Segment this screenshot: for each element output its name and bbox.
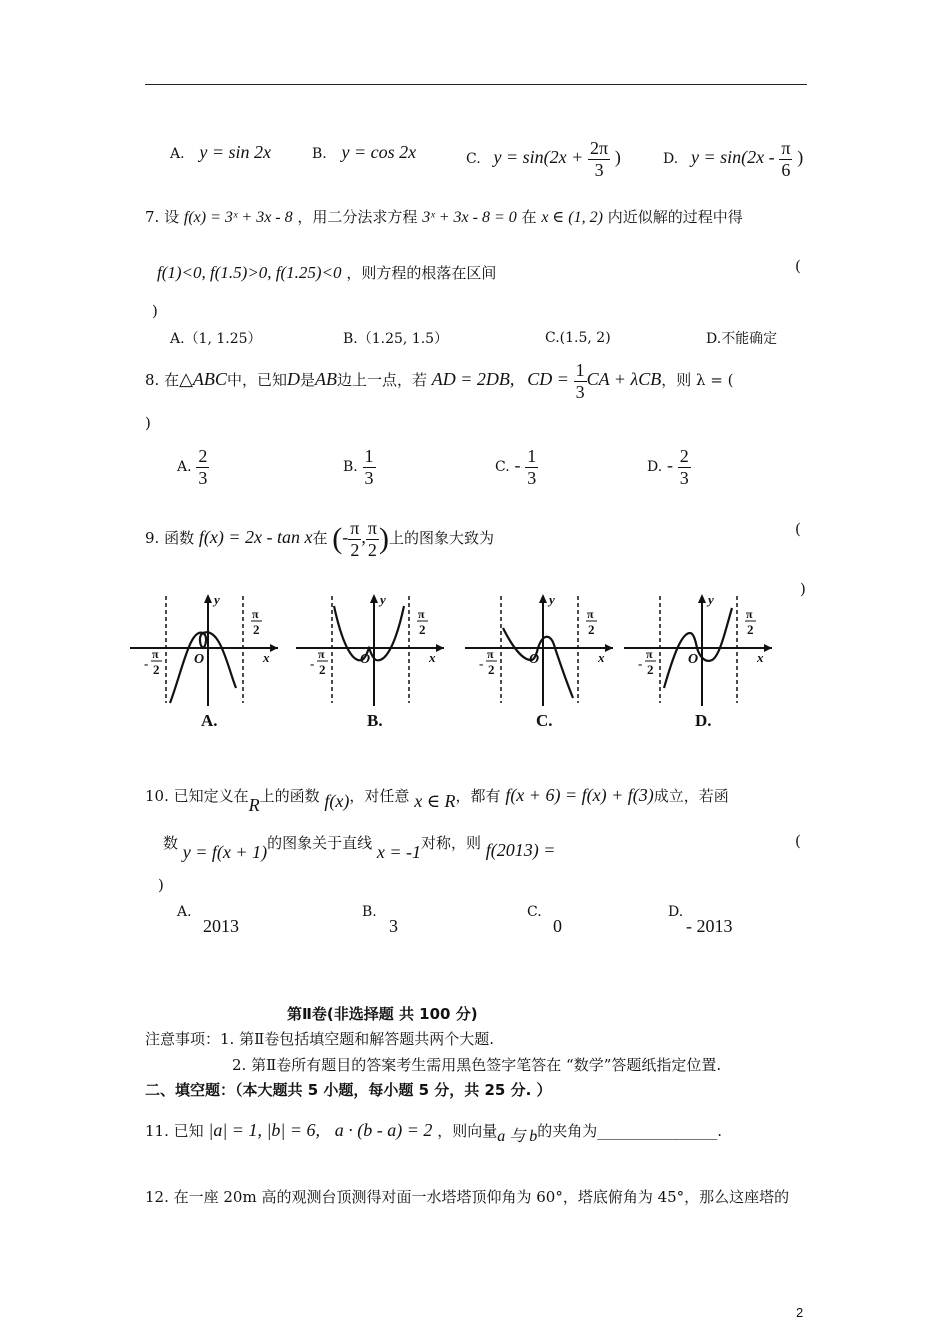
q10-option-b-value: 3 xyxy=(389,916,398,936)
answer-paren-close: ) xyxy=(800,580,806,598)
left-bound-num: π xyxy=(646,647,653,661)
page-number: 2 xyxy=(796,1305,804,1320)
q9-graph-d xyxy=(622,588,777,738)
q11-dot-product: a · (b - a) = 2 xyxy=(334,1120,433,1140)
part2-note-1: 注意事项：1. 第Ⅱ卷包括填空题和解答题共两个大题. xyxy=(145,1030,495,1048)
left-bound-sign: - xyxy=(638,656,643,671)
q10-option-d: D. xyxy=(668,904,684,920)
y-axis-label: y xyxy=(380,592,386,607)
left-bound-sign: - xyxy=(479,656,484,671)
y-axis-label: y xyxy=(214,592,220,607)
graph-option-label: C. xyxy=(536,711,553,730)
q10-identity: f(x + 6) = f(x) + f(3) xyxy=(505,785,654,805)
function-curve xyxy=(170,632,236,703)
q9-line1: 9. 函数 f(x) = 2x - tan x在 (- $\frac{\pi}{2}$ , $\frac{\pi}{2}$ )上的图象大致为 xyxy=(145,518,494,560)
origin-label: O xyxy=(529,652,540,667)
q6-option-d: D. y = sin(2x - $\frac{\pi}{6}$ ) xyxy=(663,138,804,180)
right-bound-num: π xyxy=(746,607,753,621)
q9-graph-b xyxy=(294,588,449,738)
q10-option-c: C. xyxy=(527,904,542,920)
option-expr: y = sin 2x xyxy=(199,142,271,162)
part2-title: 第Ⅱ卷(非选择题 共 100 分) xyxy=(287,1005,478,1023)
option-label: D. xyxy=(663,151,679,168)
q7-option-a: A.（1, 1.25） xyxy=(170,331,262,347)
left-bound-sign: - xyxy=(144,656,149,671)
q9-function: f(x) = 2x - tan x xyxy=(198,527,313,548)
answer-paren-open: ( xyxy=(795,520,801,538)
q7-option-d: D.不能确定 xyxy=(706,331,778,347)
q10-line2: 数 y = f(x + 1)的图象关于直线 x = -1对称，则 f(2013) = xyxy=(163,834,556,862)
left-bound-num: π xyxy=(318,647,325,661)
q6-option-c: C. y = sin(2x + $\frac{2\pi}{3}$ ) xyxy=(466,138,621,180)
q10-option-a: A. xyxy=(177,904,192,920)
answer-blank: ________________ xyxy=(597,1122,718,1140)
section-heading: 二、填空题：（本大题共 5 小题，每小题 5 分，共 25 分. ） xyxy=(145,1081,552,1099)
answer-paren-close: ) xyxy=(158,876,164,894)
q7-option-b: B.（1.25, 1.5） xyxy=(343,331,449,347)
left-bound-num: π xyxy=(152,647,159,661)
option-label: B. xyxy=(312,146,327,162)
right-bound-den: 2 xyxy=(419,622,426,637)
answer-paren-close: ) xyxy=(152,302,158,320)
origin-label: O xyxy=(688,652,699,667)
option-label: A. xyxy=(170,146,185,162)
q7-function: f(x) = 3ˣ + 3x - 8 xyxy=(183,209,293,226)
option-expr: y = cos 2x xyxy=(341,142,417,162)
part2-note-2: 2. 第Ⅱ卷所有题目的答案考生需用黑色签字笔答在 “数学”答题纸指定位置. xyxy=(232,1056,722,1074)
y-axis-label: y xyxy=(708,592,714,607)
q9-graph-options xyxy=(128,588,788,738)
q7-equation: 3ˣ + 3x - 8 = 0 xyxy=(422,209,517,226)
right-bound-num: π xyxy=(252,607,259,621)
x-axis-label: x xyxy=(757,650,764,665)
origin-label: O xyxy=(194,652,205,667)
answer-paren-open: ( xyxy=(795,832,801,850)
answer-paren-close: ) xyxy=(145,414,151,432)
q10-option-d-value: - 2013 xyxy=(686,916,733,936)
q8-option-d: D. - $\frac{2}{3}$ xyxy=(647,446,689,488)
graph-option-label: D. xyxy=(695,711,712,730)
q8-option-c: C. - $\frac{1}{3}$ xyxy=(495,446,537,488)
origin-label: O xyxy=(360,652,371,667)
option-expr-pre: y = sin(2x + xyxy=(493,147,584,168)
left-bound-den: 2 xyxy=(488,662,495,677)
q7-interval: x ∈ (1, 2) xyxy=(541,209,603,226)
q10-line1: 10. 已知定义在R上的函数 f(x)，对任意 x ∈ R，都有 f(x + 6) = f(x) + f(3)成立，若函 xyxy=(145,785,729,815)
q11-line: 11. 已知 |a| = 1, |b| = 6, a · (b - a) = 2 ，则向量a 与 b的夹角为________________. xyxy=(145,1120,723,1145)
right-bound-num: π xyxy=(418,607,425,621)
q6-option-a xyxy=(170,142,271,163)
y-axis-label: y xyxy=(549,592,555,607)
q8-condition-1: AD = 2DB, xyxy=(431,369,515,390)
q9-graph-c xyxy=(463,588,618,738)
q8-line1: 8. 在△ABC中，已知D是AB边上一点，若 AD = 2DB, CD = $\frac{1}{3}$ CA + λCB，则 λ = ( xyxy=(145,360,734,402)
graph-option-label: B. xyxy=(367,711,383,730)
q7-line1: 7. 设 f(x) = 3ˣ + 3x - 8 ，用二分法求方程 3ˣ + 3x - 8 = 0 在 x ∈ (1, 2) 内近似解的过程中得 xyxy=(145,208,743,226)
right-bound-den: 2 xyxy=(747,622,754,637)
q7-option-c: C.(1.5, 2) xyxy=(545,330,611,346)
left-bound-den: 2 xyxy=(319,662,326,677)
q10-option-b: B. xyxy=(362,904,377,920)
right-bound-den: 2 xyxy=(588,622,595,637)
option-expr-pre: y = sin(2x - xyxy=(690,147,775,168)
q7-conditions: f(1)<0, f(1.5)>0, f(1.25)<0 xyxy=(157,263,342,282)
q8-option-b: B. $\frac{1}{3}$ xyxy=(343,446,374,488)
left-bound-den: 2 xyxy=(153,662,160,677)
option-fraction: $\frac{\pi}{6}$ xyxy=(781,138,791,180)
right-bound-num: π xyxy=(587,607,594,621)
x-axis-label: x xyxy=(598,650,605,665)
q10-option-c-value: 0 xyxy=(553,916,562,936)
q9-graph-a xyxy=(128,588,283,738)
q7-line2: f(1)<0, f(1.5)>0, f(1.25)<0 ，则方程的根落在区间 xyxy=(157,263,497,282)
left-bound-sign: - xyxy=(310,656,315,671)
option-fraction: $\frac{2\pi}{3}$ xyxy=(590,138,609,180)
answer-paren-open: ( xyxy=(795,257,801,275)
option-label: C. xyxy=(466,151,481,168)
right-bound-den: 2 xyxy=(253,622,260,637)
q6-option-b xyxy=(312,142,416,163)
q8-option-a: A. $\frac{2}{3}$ xyxy=(177,446,208,488)
header-rule xyxy=(145,84,807,85)
graph-option-label: A. xyxy=(201,711,218,730)
left-bound-num: π xyxy=(487,647,494,661)
q12-line: 12. 在一座 20m 高的观测台顶测得对面一水塔塔顶仰角为 60°，塔底俯角为 45°，那么这座塔的 xyxy=(145,1188,790,1206)
left-bound-den: 2 xyxy=(647,662,654,677)
q11-condition: |a| = 1, |b| = 6, xyxy=(208,1120,320,1140)
x-axis-label: x xyxy=(263,650,270,665)
q10-option-a-value: 2013 xyxy=(203,916,239,936)
x-axis-label: x xyxy=(429,650,436,665)
q8-fraction: $\frac{1}{3}$ xyxy=(575,360,585,402)
